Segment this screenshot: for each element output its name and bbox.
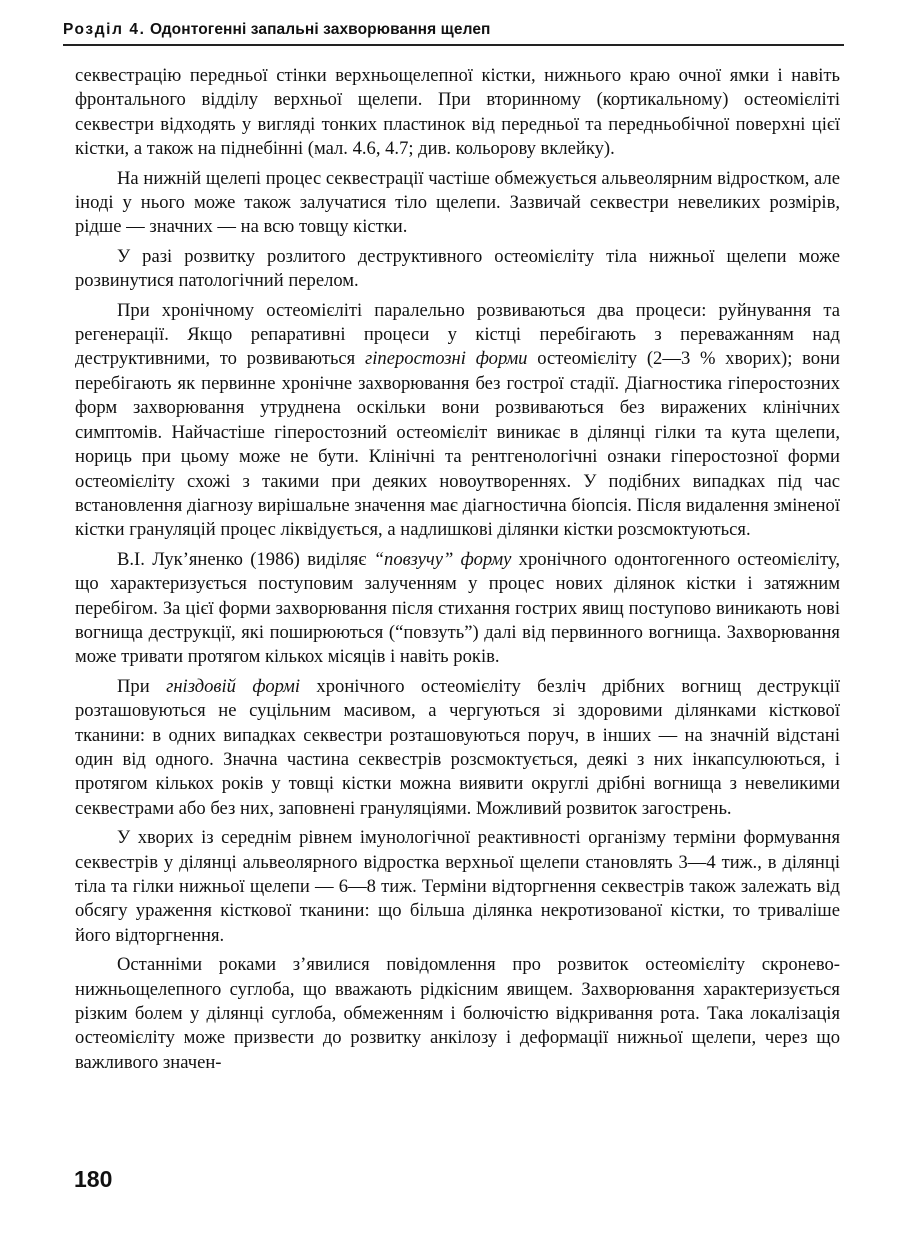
paragraph: У разі розвитку розлитого деструктивного остеомієліту тіла нижньої щелепи може розвинутися патологічний перелом. [75,245,840,292]
emphasis: гіперостозні форми [365,348,528,370]
body-text [75,64,840,1075]
chapter-title: Одонтогенні запальні захворювання щелеп [149,21,491,38]
paragraph: При гніздовій формі хронічного остеомієліту безліч дрібних вогнищ деструкції розташовуються не суцільним масивом, а чергуються зі здоровими ділянками кісткової тканини: в одних випадках секвестри розташовуються поруч, в інших — на значній відстані один від одного. Значна частина секвестрів розсмоктується, деякі з них інкапсулюються, і протягом кількох років у товщі кістки можна виявити округлі дрібні вогнища з невеликими секвестрами або без них, заповнені грануляціями. Можливий розвиток загострень. [75,675,841,819]
section-label: Розділ 4. [63,21,146,38]
paragraph: Останніми роками з’явилися повідомлення про розвиток остеомієліту скронево-нижньощелепного суглоба, що вважають рідкісним явищем. Захворювання характеризується різким болем у ділянці суглоба, обмеженням і болючістю відкривання рота. Така локалізація остеомієліту може призвести до розвитку анкілозу і деформації нижньої щелепи, через що важливого значен- [75,954,840,1073]
header-divider [63,44,844,46]
emphasis: “повзучу” форму [373,548,512,570]
emphasis: гніздовій формі [166,675,301,697]
paragraph: На нижній щелепі процес секвестрації частіше обмежується альвеолярним відростком, але іноді у нього може також залучатися тіло щелепи. Зазвичай секвестри невеликих розмірів, рідше — значних — на всю товщу кістки. [75,167,840,238]
paragraph: В.І. Лук’яненко (1986) виділяє “повзучу” форму хронічного одонтогенного остеомієліту, що характеризується поступовим залученням у процес нових ділянок кістки і затяжним перебігом. За цієї форми захворювання після стихання гострих явищ поступово виникають нові вогнища деструкції, які поширюються (“повзуть”) далі від первинного вогнища. Захворювання може тривати протягом кількох місяців і навіть років. [75,548,840,668]
page-number: 180 [74,1166,113,1192]
paragraph: При хронічному остеомієліті паралельно розвиваються два процеси: руйнування та регенерації. Якщо репаративні процеси у кістці перебігають з переважанням над деструктивними, то розвиваються гіперостозні форми остеомієліту (2—3 % хворих); вони перебігають як первинне хронічне захворювання без гострої стадії. Діагностика гіперостозних форм захворювання утруднена оскільки вони розвиваються без виражених клінічних симптомів. Найчастіше гіперостозний остеомієліт виникає в ділянці гілки та кута щелепи, нориць при цьому може не бути. Клінічні та рентгенологічні ознаки гіперостозної форми остеомієліту схожі з такими при деяких новоутвореннях. У подібних випадках під час встановлення діагнозу вирішальне значення має діагностична біопсія. Після видалення зміненої кістки грануляцій процес ліквідується, а надлишкові ділянки кістки розсмоктуються. [75,299,840,541]
paragraph: У хворих із середнім рівнем імунологічної реактивності організму терміни формування секвестрів у ділянці альвеолярного відростка верхньої щелепи становлять 3—4 тиж., в ділянці тіла та гілки нижньої щелепи — 6—8 тиж. Терміни відторгнення секвестрів також залежать від обсягу ураження кісткової тканини: що більша ділянка некротизованої кістки, то триваліше його відторгнення. [75,827,840,946]
paragraph: секвестрацію передньої стінки верхньощелепної кістки, нижнього краю очної ямки і навіть фронтального відділу верхньої щелепи. При вторинному (кортикальному) остеомієліті секвестри відходять у вигляді тонких пластинок від передньої та передньобічної поверхні цієї кістки, а також на піднебінні (мал. 4.6, 4.7; див. кольорову вклейку). [75,65,840,160]
running-header [63,21,843,39]
